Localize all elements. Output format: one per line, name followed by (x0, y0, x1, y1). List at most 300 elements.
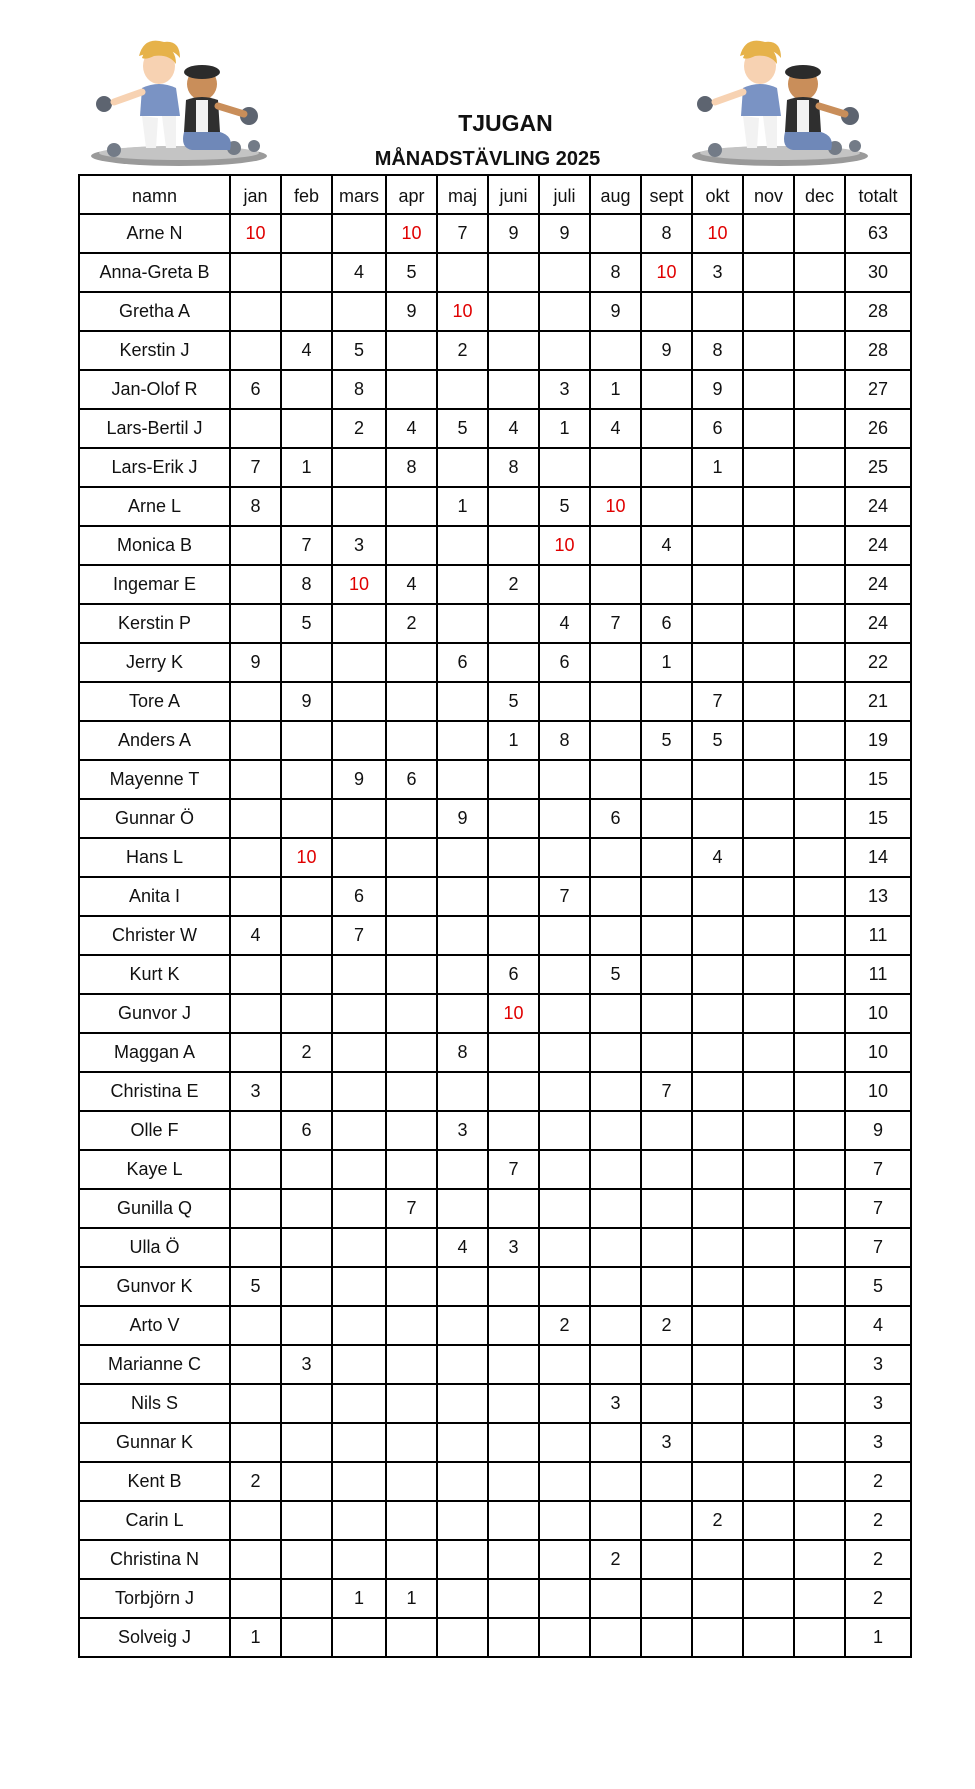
month-score (794, 292, 845, 331)
month-score (437, 838, 488, 877)
month-score: 10 (488, 994, 539, 1033)
month-score: 8 (230, 487, 281, 526)
month-score (281, 1423, 332, 1462)
month-score (743, 526, 794, 565)
month-score: 5 (332, 331, 386, 370)
month-score (743, 760, 794, 799)
month-score: 4 (539, 604, 590, 643)
month-score (386, 1345, 437, 1384)
month-score (743, 1228, 794, 1267)
table-row (79, 877, 911, 916)
month-score: 1 (437, 487, 488, 526)
player-name: Kaye L (79, 1150, 230, 1189)
month-score (590, 448, 641, 487)
month-score (281, 253, 332, 292)
table-row (79, 1462, 911, 1501)
month-score (488, 331, 539, 370)
total-score: 28 (845, 292, 911, 331)
table-row (79, 1033, 911, 1072)
month-score (281, 760, 332, 799)
month-score (230, 1189, 281, 1228)
month-score (539, 253, 590, 292)
month-score (590, 1462, 641, 1501)
month-score (281, 409, 332, 448)
month-score (281, 1267, 332, 1306)
month-score (488, 604, 539, 643)
month-score (386, 877, 437, 916)
month-score (590, 1111, 641, 1150)
month-score (332, 682, 386, 721)
month-score: 1 (281, 448, 332, 487)
month-score (743, 370, 794, 409)
month-score (794, 838, 845, 877)
month-score (641, 1189, 692, 1228)
month-score (230, 877, 281, 916)
month-score (692, 1345, 743, 1384)
month-score (590, 1228, 641, 1267)
total-score: 3 (845, 1345, 911, 1384)
table-row (79, 682, 911, 721)
month-score: 2 (641, 1306, 692, 1345)
table-row (79, 1111, 911, 1150)
page-subtitle: MÅNADSTÄVLING 2025 (374, 148, 601, 170)
month-score (488, 1267, 539, 1306)
player-name: Gunnar Ö (79, 799, 230, 838)
month-score (794, 331, 845, 370)
month-score (281, 1306, 332, 1345)
column-header-1: jan (230, 175, 281, 214)
month-score (386, 1267, 437, 1306)
column-header-6: juni (488, 175, 539, 214)
month-score (539, 760, 590, 799)
month-score: 5 (386, 253, 437, 292)
month-score (743, 604, 794, 643)
month-score (743, 253, 794, 292)
month-score (332, 1540, 386, 1579)
month-score (437, 253, 488, 292)
month-score (332, 214, 386, 253)
month-score (230, 760, 281, 799)
month-score: 7 (488, 1150, 539, 1189)
month-score (230, 955, 281, 994)
month-score (794, 760, 845, 799)
table-row (79, 916, 911, 955)
month-score (590, 760, 641, 799)
month-score (641, 1462, 692, 1501)
month-score: 10 (281, 838, 332, 877)
month-score (230, 1501, 281, 1540)
month-score (332, 1267, 386, 1306)
month-score: 2 (332, 409, 386, 448)
month-score (743, 292, 794, 331)
month-score (230, 838, 281, 877)
month-score (794, 1540, 845, 1579)
player-name: Gunvor K (79, 1267, 230, 1306)
month-score: 6 (590, 799, 641, 838)
page-title: TJUGAN (458, 110, 553, 136)
month-score (332, 292, 386, 331)
month-score (332, 1501, 386, 1540)
month-score (692, 916, 743, 955)
month-score (386, 799, 437, 838)
month-score (488, 1345, 539, 1384)
month-score (794, 1267, 845, 1306)
month-score: 10 (437, 292, 488, 331)
month-score (641, 1267, 692, 1306)
month-score (437, 1072, 488, 1111)
month-score (230, 604, 281, 643)
month-score (332, 604, 386, 643)
table-row (79, 253, 911, 292)
month-score (386, 1033, 437, 1072)
month-score (488, 1423, 539, 1462)
month-score: 4 (332, 253, 386, 292)
month-score (641, 760, 692, 799)
month-score (230, 565, 281, 604)
page-header (0, 0, 975, 175)
player-name: Gunnar K (79, 1423, 230, 1462)
month-score (692, 604, 743, 643)
month-score (692, 994, 743, 1033)
month-score (332, 448, 386, 487)
month-score: 10 (539, 526, 590, 565)
player-name: Nils S (79, 1384, 230, 1423)
month-score (641, 877, 692, 916)
month-score (386, 526, 437, 565)
player-name: Marianne C (79, 1345, 230, 1384)
month-score (488, 799, 539, 838)
month-score (230, 253, 281, 292)
month-score: 10 (692, 214, 743, 253)
player-name: Maggan A (79, 1033, 230, 1072)
month-score: 3 (590, 1384, 641, 1423)
month-score (539, 448, 590, 487)
month-score (641, 1384, 692, 1423)
month-score (386, 1540, 437, 1579)
month-score (794, 409, 845, 448)
total-score: 7 (845, 1150, 911, 1189)
month-score (386, 1150, 437, 1189)
month-score: 6 (230, 370, 281, 409)
player-name: Arne N (79, 214, 230, 253)
month-score (539, 799, 590, 838)
month-score: 2 (230, 1462, 281, 1501)
player-name: Arto V (79, 1306, 230, 1345)
month-score (590, 1306, 641, 1345)
table-row (79, 1150, 911, 1189)
table-row (79, 1306, 911, 1345)
month-score (692, 487, 743, 526)
table-row (79, 1618, 911, 1657)
month-score (230, 409, 281, 448)
month-score: 9 (332, 760, 386, 799)
month-score (281, 1501, 332, 1540)
month-score (230, 1111, 281, 1150)
month-score: 6 (332, 877, 386, 916)
month-score (743, 643, 794, 682)
month-score: 4 (386, 409, 437, 448)
month-score (488, 760, 539, 799)
month-score (692, 1579, 743, 1618)
table-row (79, 487, 911, 526)
month-score: 3 (539, 370, 590, 409)
month-score (692, 1423, 743, 1462)
month-score (332, 1462, 386, 1501)
month-score: 6 (641, 604, 692, 643)
month-score (539, 1501, 590, 1540)
month-score (332, 1150, 386, 1189)
month-score (743, 1072, 794, 1111)
player-name: Anna-Greta B (79, 253, 230, 292)
total-score: 21 (845, 682, 911, 721)
month-score (743, 1579, 794, 1618)
month-score (641, 916, 692, 955)
month-score: 7 (539, 877, 590, 916)
month-score (386, 487, 437, 526)
month-score (590, 1501, 641, 1540)
total-score: 24 (845, 604, 911, 643)
month-score: 7 (692, 682, 743, 721)
total-score: 1 (845, 1618, 911, 1657)
month-score (281, 1618, 332, 1657)
month-score (590, 1033, 641, 1072)
month-score (641, 448, 692, 487)
month-score: 1 (332, 1579, 386, 1618)
month-score (641, 1033, 692, 1072)
month-score (386, 1072, 437, 1111)
month-score: 2 (692, 1501, 743, 1540)
total-score: 25 (845, 448, 911, 487)
month-score (437, 1579, 488, 1618)
month-score (794, 916, 845, 955)
month-score (743, 409, 794, 448)
total-score: 30 (845, 253, 911, 292)
month-score (794, 1579, 845, 1618)
month-score (230, 1228, 281, 1267)
month-score (794, 526, 845, 565)
month-score (386, 682, 437, 721)
total-score: 2 (845, 1462, 911, 1501)
table-row (79, 292, 911, 331)
month-score (743, 877, 794, 916)
month-score (794, 1345, 845, 1384)
month-score: 7 (281, 526, 332, 565)
month-score (539, 1579, 590, 1618)
month-score (590, 994, 641, 1033)
month-score: 3 (437, 1111, 488, 1150)
month-score (743, 1033, 794, 1072)
month-score (692, 1540, 743, 1579)
month-score (281, 916, 332, 955)
month-score (641, 1345, 692, 1384)
score-table (78, 174, 912, 1658)
month-score (743, 487, 794, 526)
month-score (488, 253, 539, 292)
month-score (230, 682, 281, 721)
month-score (281, 370, 332, 409)
column-header-3: mars (332, 175, 386, 214)
player-name: Torbjörn J (79, 1579, 230, 1618)
month-score: 5 (230, 1267, 281, 1306)
month-score (743, 799, 794, 838)
table-row (79, 955, 911, 994)
month-score: 9 (539, 214, 590, 253)
month-score: 4 (386, 565, 437, 604)
month-score (692, 526, 743, 565)
month-score (488, 1111, 539, 1150)
month-score (794, 1228, 845, 1267)
month-score (743, 331, 794, 370)
month-score (590, 877, 641, 916)
month-score (488, 1306, 539, 1345)
month-score (488, 1501, 539, 1540)
month-score (743, 994, 794, 1033)
table-row (79, 214, 911, 253)
month-score: 7 (437, 214, 488, 253)
month-score (590, 1189, 641, 1228)
total-score: 24 (845, 487, 911, 526)
month-score: 10 (386, 214, 437, 253)
month-score (488, 292, 539, 331)
total-score: 2 (845, 1540, 911, 1579)
month-score (590, 1267, 641, 1306)
month-score (692, 1618, 743, 1657)
month-score (539, 1111, 590, 1150)
month-score (437, 760, 488, 799)
month-score (794, 1618, 845, 1657)
month-score: 9 (281, 682, 332, 721)
month-score (794, 448, 845, 487)
month-score: 1 (641, 643, 692, 682)
month-score (641, 292, 692, 331)
month-score: 5 (488, 682, 539, 721)
month-score (692, 1306, 743, 1345)
month-score (332, 955, 386, 994)
month-score (794, 1072, 845, 1111)
month-score (230, 1150, 281, 1189)
month-score (332, 721, 386, 760)
month-score: 7 (230, 448, 281, 487)
month-score (230, 1384, 281, 1423)
month-score (437, 1423, 488, 1462)
month-score (794, 604, 845, 643)
player-name: Kerstin P (79, 604, 230, 643)
month-score (590, 214, 641, 253)
month-score: 3 (230, 1072, 281, 1111)
total-score: 4 (845, 1306, 911, 1345)
month-score: 9 (437, 799, 488, 838)
month-score (437, 721, 488, 760)
month-score: 9 (590, 292, 641, 331)
month-score (590, 1618, 641, 1657)
month-score (794, 682, 845, 721)
total-score: 2 (845, 1579, 911, 1618)
total-score: 24 (845, 526, 911, 565)
month-score: 9 (641, 331, 692, 370)
month-score (281, 955, 332, 994)
month-score: 1 (488, 721, 539, 760)
month-score (386, 916, 437, 955)
month-score (590, 643, 641, 682)
month-score: 5 (590, 955, 641, 994)
table-row (79, 721, 911, 760)
month-score (743, 1306, 794, 1345)
month-score (794, 1306, 845, 1345)
month-score (332, 1384, 386, 1423)
table-row (79, 1228, 911, 1267)
month-score (539, 292, 590, 331)
month-score (539, 331, 590, 370)
month-score (437, 877, 488, 916)
month-score (641, 799, 692, 838)
month-score (437, 916, 488, 955)
month-score (692, 1267, 743, 1306)
player-name: Olle F (79, 1111, 230, 1150)
month-score: 8 (332, 370, 386, 409)
month-score (386, 1618, 437, 1657)
month-score (281, 1540, 332, 1579)
month-score: 10 (641, 253, 692, 292)
month-score (488, 916, 539, 955)
total-score: 19 (845, 721, 911, 760)
column-header-2: feb (281, 175, 332, 214)
month-score (332, 487, 386, 526)
month-score (743, 1267, 794, 1306)
month-score (743, 955, 794, 994)
month-score (539, 1150, 590, 1189)
month-score (590, 1345, 641, 1384)
month-score: 8 (386, 448, 437, 487)
player-name: Carin L (79, 1501, 230, 1540)
player-name: Lars-Bertil J (79, 409, 230, 448)
month-score (641, 1228, 692, 1267)
player-name: Tore A (79, 682, 230, 721)
month-score: 6 (437, 643, 488, 682)
month-score: 1 (386, 1579, 437, 1618)
month-score (332, 1111, 386, 1150)
month-score (386, 994, 437, 1033)
table-row (79, 838, 911, 877)
table-row (79, 1540, 911, 1579)
month-score (230, 1033, 281, 1072)
player-name: Christina E (79, 1072, 230, 1111)
month-score: 4 (641, 526, 692, 565)
month-score (386, 1228, 437, 1267)
month-score (641, 487, 692, 526)
month-score (230, 994, 281, 1033)
month-score (281, 487, 332, 526)
column-header-7: juli (539, 175, 590, 214)
month-score (386, 1384, 437, 1423)
month-score (386, 838, 437, 877)
month-score (692, 760, 743, 799)
month-score (437, 1345, 488, 1384)
total-score: 63 (845, 214, 911, 253)
month-score: 4 (281, 331, 332, 370)
month-score: 8 (488, 448, 539, 487)
month-score (437, 994, 488, 1033)
month-score (539, 682, 590, 721)
table-row (79, 994, 911, 1033)
month-score (692, 1189, 743, 1228)
month-score (437, 1150, 488, 1189)
total-score: 2 (845, 1501, 911, 1540)
table-header-row (79, 175, 911, 214)
column-header-4: apr (386, 175, 437, 214)
total-score: 14 (845, 838, 911, 877)
month-score (641, 370, 692, 409)
month-score (386, 955, 437, 994)
